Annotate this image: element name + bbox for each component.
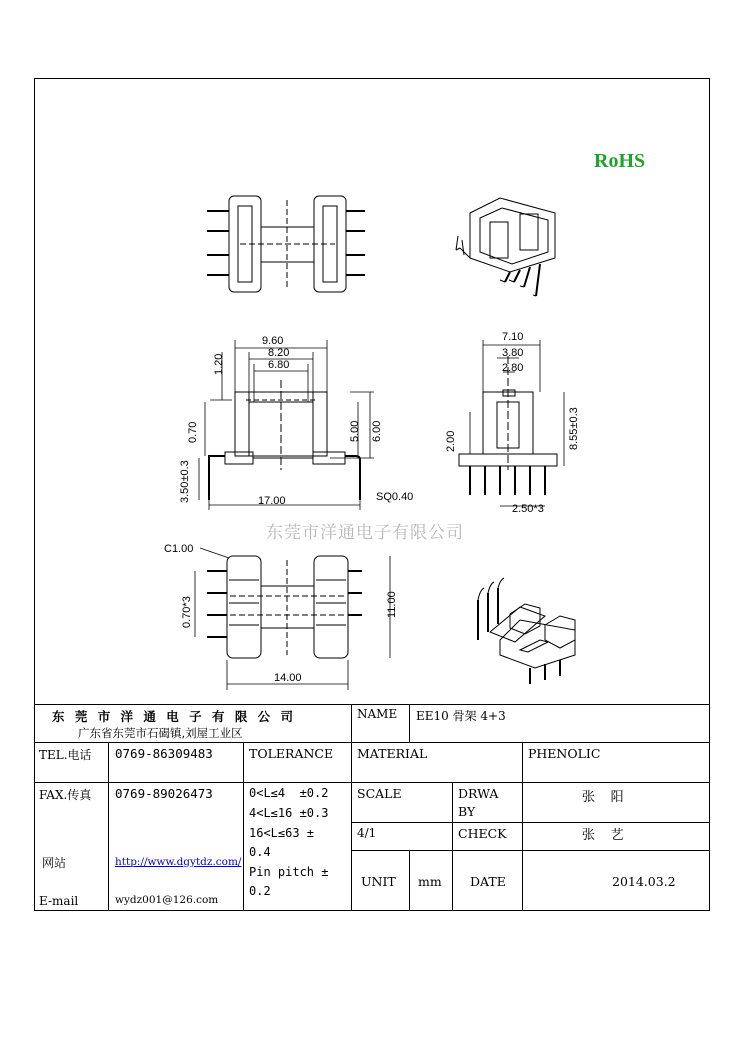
- date-label: DATE: [470, 874, 506, 889]
- dim-7-10: 7.10: [502, 331, 524, 343]
- watermark: 东莞市洋通电子有限公司: [266, 523, 464, 543]
- dim-2-00: 2.00: [445, 430, 457, 452]
- tel-label: TEL.电话: [39, 748, 92, 762]
- dim-8-55: 8.55±0.3: [568, 407, 580, 450]
- email-value: wydz001@126.com: [115, 894, 219, 906]
- dim-6-00: 6.00: [371, 420, 383, 442]
- website-link[interactable]: http://www.dgytdz.com/: [115, 856, 242, 868]
- website-label: 网站: [42, 856, 67, 870]
- dim-11-00: 11.00: [386, 591, 398, 618]
- dim-sq040: SQ0.40: [376, 491, 414, 503]
- company-name: 东 莞 市 洋 通 电 子 有 限 公 司: [52, 709, 297, 724]
- tolerance-4b: 0.2: [249, 884, 271, 898]
- tolerance-1: 0<L≤4 ±0.2: [249, 786, 329, 800]
- front-view: [179, 335, 413, 510]
- top-view: [207, 196, 365, 292]
- scale-label: SCALE: [357, 786, 402, 801]
- tolerance-2: 4<L≤16 ±0.3: [249, 806, 329, 820]
- dim-c1-00: C1.00: [164, 543, 194, 555]
- name-value: EE10 骨架 4+3: [416, 709, 506, 723]
- dim-3-50: 3.50±0.3: [179, 460, 191, 503]
- fax-label: FAX.传真: [39, 788, 92, 802]
- date-value: 2014.03.2: [612, 874, 676, 889]
- tolerance-3: 16<L≤63 ±: [249, 826, 315, 840]
- iso-view-bottom: [478, 578, 575, 684]
- rohs-label: RoHS: [594, 150, 646, 172]
- dim-2-50-3: 2.50*3: [512, 503, 544, 515]
- name-label: NAME: [357, 707, 398, 721]
- unit-value: mm: [418, 874, 442, 889]
- dim-3-80: 3.80: [502, 347, 524, 359]
- drawn-by: 张 阳: [582, 790, 624, 805]
- dim-1-20: 1.20: [213, 353, 225, 375]
- tolerance-4: Pin pitch ±: [249, 865, 329, 879]
- title-block: [34, 704, 710, 911]
- scale-value: 4/1: [357, 826, 377, 840]
- check-label: CHECK: [458, 826, 507, 841]
- tolerance-3b: 0.4: [249, 845, 271, 859]
- checked-by: 张 艺: [582, 828, 624, 843]
- iso-view-top: [456, 198, 555, 296]
- drwa-label: DRWA: [458, 786, 499, 801]
- unit-label: UNIT: [361, 874, 396, 889]
- dim-9-60: 9.60: [262, 335, 284, 347]
- material-label: MATERIAL: [357, 746, 428, 761]
- dim-5-00: 5.00: [349, 420, 361, 442]
- dim-8-20: 8.20: [268, 347, 290, 359]
- dim-0-70-3: 0.70*3: [181, 596, 193, 628]
- tolerance-label: TOLERANCE: [249, 746, 334, 761]
- email-label: E-mail: [39, 894, 79, 908]
- side-view: [445, 331, 580, 515]
- dim-6-80: 6.80: [268, 359, 290, 371]
- dim-0-70: 0.70: [187, 421, 199, 443]
- dim-17-00: 17.00: [258, 495, 286, 507]
- bottom-view: [164, 543, 398, 690]
- fax-value: 0769-89026473: [115, 786, 213, 801]
- dim-2-80: 2.80: [502, 362, 524, 374]
- tel-value: 0769-86309483: [115, 746, 213, 761]
- dim-14-00: 14.00: [274, 672, 302, 684]
- by-label: BY: [458, 804, 476, 819]
- material-value: PHENOLIC: [528, 746, 601, 761]
- company-address: 广东省东莞市石碣镇,刘屋工业区: [78, 726, 243, 740]
